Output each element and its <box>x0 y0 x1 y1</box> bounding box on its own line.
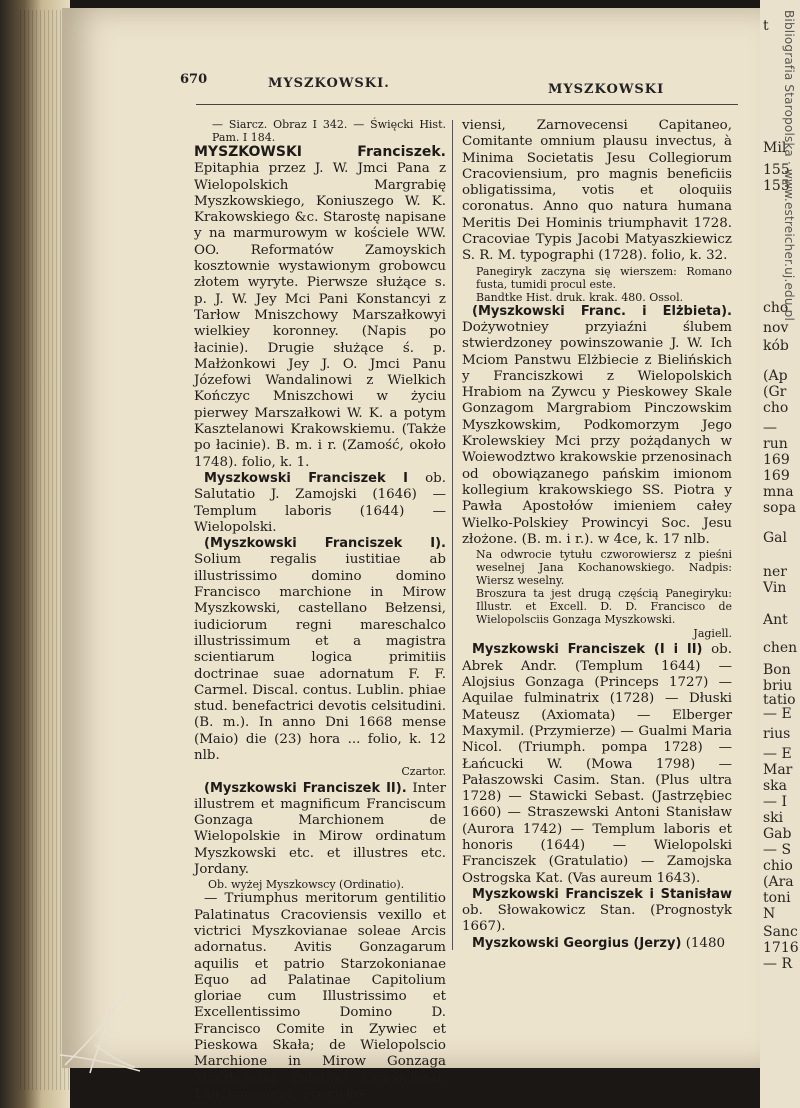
adjacent-page-fragment: kób <box>763 338 789 354</box>
adjacent-page-fragment: ner <box>763 564 787 580</box>
entry-text: Inter illustrem et magnificum Franciscum Gonzaga Marchionem de Wielopolskie in Mirow ordinatum Myszkowski etc. et illustres etc. Jordany. <box>194 780 446 878</box>
entry-text: Solium regalis iustitiae ab illustrissimo domino domino Francisco marchione in Mirow Myszkowski, castellano Bełzensi, iudiciorum regni mareschalco illustrissimum et a magistra scientiarum logica primitiis doctrinae suae adornatum F. F. Carmel. Discal. contus. Lublin. phiae stud. benefactrici devotis celsitudini. (B. m.). In anno Dni 1668 mense (Maio) die (23) hora ... folio, k. 12 nlb. <box>194 552 446 763</box>
entry-heading: Myszkowski Franciszek I <box>204 470 408 486</box>
adjacent-page-fragment: Vin <box>763 580 787 596</box>
adjacent-page-fragment: tatio <box>763 692 796 708</box>
adjacent-page-fragment: (Ap <box>763 368 788 384</box>
adjacent-page-fragment: (Ara <box>763 874 794 890</box>
adjacent-page-fragment: N <box>763 906 776 922</box>
handwritten-signature <box>55 985 145 1080</box>
adjacent-page-fragment: t <box>763 18 769 34</box>
header-name-left: MYSZKOWSKI. <box>268 76 390 91</box>
entry-text: (1480 <box>685 935 725 951</box>
header-name-right: MYSZKOWSKI <box>548 82 665 97</box>
adjacent-page-fragment: — E <box>763 746 792 762</box>
adjacent-page-fragment: sopa <box>763 500 796 516</box>
entry-franciszek-i-ref <box>194 471 446 536</box>
adjacent-page-fragment: — S <box>763 842 792 858</box>
adjacent-page-fragment: mna <box>763 484 794 500</box>
entry-georgius <box>462 936 732 952</box>
adjacent-page-fragment: Bon <box>763 662 791 678</box>
entry-triumphus: — Triumphus meritorum gentilitio Palatinatus Cracoviensis vexillo et victrici Myszkovianae soleae Arcis adornatus. Avitis Gonzagarum aquilis et patrio Starzokonianae Equo ad Palatinae Capitolium gloriae cum Illustrissimo et Excellentissimo Domino D. Francisco Comite in Zywiec et Pieskowa Skała; de Wielopolscio Marchione in Mirow Gonzaga Myszkowski Palatino Cracoviensi, Lanckoronensi, Premyko- <box>194 891 446 1102</box>
adjacent-page-fragment: Gal <box>763 530 788 546</box>
adjacent-page-fragment: Sanc <box>763 924 798 940</box>
entry-text: ob. Abrek Andr. (Templum 1644) — Alojsius Gonzaga (Princeps 1727) — Aquilae fulminatrix (1728) — Dłuski Mateusz (Axiomata) — Elberger Maxymil. (Przymierze) — Gualmi Maria Nicol. (Triumph. pompa 1728) — Łańcucki W. (Mowa 1798) — Pałaszowski Casim. Stan. (Plus ultra 1728) — Stawicki Sebast. (Jastrzębiec 1660) — Straszewski Antoni Stanisław (Aurora 1742) — Templum laboris et honoris (1644) — Wielopolski Franciszek (Gratulatio) — Zamojska Ostrogska Kat. (Vas aureum 1643). <box>462 642 732 886</box>
adjacent-page-fragment: Gab <box>763 826 792 842</box>
library-mark: Bandtke Hist. druk. krak. 480. Ossol. <box>476 290 684 304</box>
adjacent-page-fragment: ski <box>763 810 784 826</box>
adjacent-page-fragment: — I <box>763 794 787 810</box>
adjacent-page-fragment: — E <box>763 706 792 722</box>
adjacent-page-fragment: briu <box>763 678 793 694</box>
entry-note: Broszura ta jest drugą częścią Panegiryku: Illustr. et Excell. D. D. Francisco de Wielopolsciis Gonzaga Myszkowski. <box>476 587 732 627</box>
entry-continuation: viensi, Zarnovecensi Capitaneo, Comitante omnium plausu invectus, à Minima Societatis Jesu Collegiorum Cracoviensium, pro magnis beneficiis obligatissima, votis et oloquiis coronatus. Anno quo natura humana Meritis Dei Hominis triumphavit 1728. Cracoviae Typis Jacobi Matyaszkiewicz S. R. M. typographi (1728). folio, k. 32. <box>462 118 732 264</box>
adjacent-page-fragment: Mar <box>763 762 793 778</box>
adjacent-page-fragment: — R <box>763 956 792 972</box>
entry-text: ob. Słowakowicz Stan. (Prognostyk 1667). <box>462 903 732 935</box>
adjacent-page-fragment: 155 <box>763 178 790 194</box>
page-number: 670 <box>180 72 208 87</box>
entry-heading: (Myszkowski Franciszek I). <box>204 536 446 552</box>
adjacent-page-fragment: Ant <box>763 612 788 628</box>
entry-franc-elzbieta <box>462 304 732 548</box>
entry-heading: (Myszkowski Franc. i Elżbieta). <box>472 303 732 319</box>
adjacent-page-fragment: Mil <box>763 140 787 156</box>
column-divider <box>452 120 453 950</box>
entry-note: Na odwrocie tytułu czworowiersz z pieśni weselnej Jana Kochanowskiego. Nadpis: Wiersz weselny. <box>476 548 732 588</box>
adjacent-page-fragment: cho <box>763 300 789 316</box>
entry-epitaphia <box>194 144 446 471</box>
entry-text: ob. Salutatio J. Zamojski (1646) — Templum laboris (1644) — Wielopolski. <box>194 470 446 535</box>
library-watermark: Bibliografia Staropolska · www.estreicher.uj.edu.pl <box>782 10 796 322</box>
entry-heading: Myszkowski Franciszek i Stanisław <box>472 886 732 902</box>
adjacent-page-fragment: cho <box>763 400 789 416</box>
header-rule <box>196 104 738 105</box>
entry-heading: Myszkowski Georgius (Jerzy) <box>472 935 682 951</box>
adjacent-page-fragment: 1716 <box>763 940 799 956</box>
adjacent-page-fragment: (Gr <box>763 384 787 400</box>
adjacent-page-fragment: rius <box>763 726 791 742</box>
book-edge <box>0 0 70 1108</box>
adjacent-page-fragment: 155 <box>763 162 790 178</box>
cross-reference: Ob. wyżej Myszkowscy (Ordinatio). <box>208 878 405 892</box>
adjacent-page-fragment: 169 <box>763 452 790 468</box>
adjacent-page-fragment: — <box>763 420 777 436</box>
entry-solium <box>194 536 446 764</box>
entry-heading: Myszkowski Franciszek (I i II) <box>472 642 703 658</box>
adjacent-page-fragment: chen <box>763 640 798 656</box>
entry-text: Epitaphia przez J. W. Jmci Pana z Wielopolskich Margrabię Myszkowskiego, Koniuszego W. K. Krakowskiego &c. Starostę napisane y na marmurowym w kościele WW. OO. Reformatów Zamoyskich kosztownie wystawionym grobowcu złotem wyryte. Pierwsze służące s. p. J. W. Jey Mci Pani Konstancyi z Tarłow Mniszchowy Marszałkowyi wielkiey koronney. (Napis po łacinie). Drugie służące ś. p. Małżonkowi Jey J. O. Jmci Panu Józefowi Wandalinowi z Wielkich Kończyc Mniszchowi w życiu pierwey Marszałkowi W. K. a potym Kasztelanowi Krakowskiemu. (Także po łacinie). B. m. i r. (Zamość, około 1748). folio, k. 1. <box>194 161 446 470</box>
entry-heading: (Myszkowski Franciszek II). <box>204 780 407 796</box>
library-mark: Czartor. <box>401 765 446 779</box>
adjacent-page-fragment: ska <box>763 778 788 794</box>
adjacent-page-fragment: chio <box>763 858 793 874</box>
entry-franciszek-stanislaw <box>462 887 732 936</box>
entry-franciszek-i-ii <box>462 642 732 886</box>
adjacent-page-fragment: toni <box>763 890 791 906</box>
reference-line: — Siarcz. Obraz I 342. — Święcki Hist. Pam. I 184. <box>212 118 446 144</box>
entry-heading: MYSZKOWSKI Franciszek. <box>194 144 446 160</box>
left-column <box>194 118 446 1103</box>
library-mark: Jagiell. <box>693 627 732 641</box>
entry-inter-illustrem <box>194 781 446 879</box>
entry-note: Panegiryk zaczyna się wierszem: Romano fusta, tumidi procul este. <box>476 264 732 291</box>
entry-text: Dożywotniey przyiaźni ślubem stwierdzoney powinszowanie J. W. Ich Mciom Panstwu Elżbiecie z Bielińskich y Franciszkowi z Wielopolskich Hrabiom na Zywcu y Pieskowey Skale Gonzagom Margrabiom Pinczowskim Myszkowskim, Podkomorzym Jego Krolewskiey Mci przy pożądanych w Woiewodztwo krakowskie przenosinach od obowiązanego pańskim imionom kollegium krakowskiego SS. Piotra y Pawła Apostołów imieniem całey Wielko-Polskiey Prowincyi Soc. Jesu złożone. (B. m. i r.). w 4ce, k. 17 nlb. <box>462 319 732 547</box>
adjacent-page-fragment: 169 <box>763 468 790 484</box>
adjacent-page-fragment: run <box>763 436 788 452</box>
adjacent-page-fragment: nov <box>763 320 789 336</box>
right-column <box>462 118 732 952</box>
